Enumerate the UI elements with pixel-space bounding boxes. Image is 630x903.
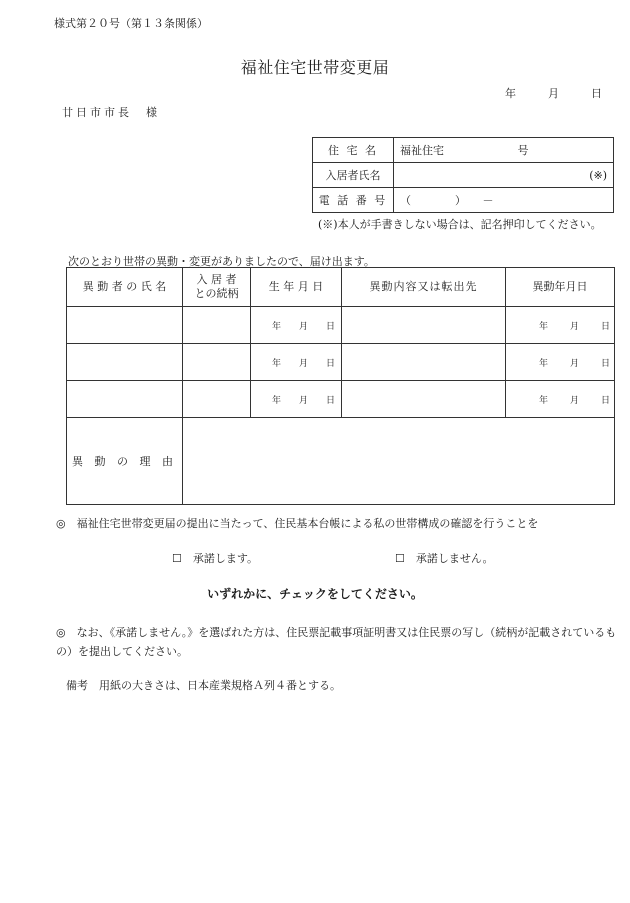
name-cell[interactable] — [67, 344, 183, 381]
table-row — [67, 344, 615, 381]
change-content-cell[interactable] — [342, 344, 506, 381]
year-unit: 年 — [271, 321, 281, 332]
change-content-cell[interactable] — [342, 307, 506, 344]
intro-text: 次のとおり世帯の異動・変更がありましたので、届け出ます。 — [68, 255, 375, 268]
day-unit: 日 — [325, 321, 335, 332]
header-relation — [183, 268, 251, 307]
relation-cell[interactable] — [183, 307, 251, 344]
day-unit: 日 — [325, 358, 335, 369]
phone-label: 電 話 番 号 — [313, 188, 394, 213]
day-unit: 日 — [600, 358, 610, 369]
year-unit: 年 — [538, 395, 548, 406]
change-date-cell[interactable] — [506, 344, 615, 381]
name-cell[interactable] — [67, 381, 183, 418]
housing-number-suffix: 号 — [517, 144, 529, 157]
reason-field[interactable] — [183, 418, 615, 505]
month-unit: 月 — [569, 395, 579, 406]
signature-note: (※)本人が手書きしない場合は、記名押印してください。 — [318, 218, 602, 231]
form-number: 様式第２０号（第１３条関係） — [54, 17, 208, 30]
relation-cell[interactable] — [183, 381, 251, 418]
consent-decline-checkbox[interactable]: ☐ 承諾しません。 — [395, 552, 494, 565]
paper-size-remark: 備考 用紙の大きさは、日本産業規格Ａ列４番とする。 — [66, 679, 341, 692]
day-unit: 日 — [325, 395, 335, 406]
month-unit: 月 — [569, 321, 579, 332]
birthdate-cell[interactable] — [251, 307, 342, 344]
month-unit: 月 — [569, 358, 579, 369]
header-name: 異 動 者 の 氏 名 — [67, 268, 183, 307]
birthdate-cell[interactable] — [251, 344, 342, 381]
consent-statement: ◎ 福祉住宅世帯変更届の提出に当たって、住民基本台帳による私の世帯構成の確認を行うことを — [56, 517, 539, 530]
header-relation-text: 入 居 者 との続柄 — [194, 273, 239, 300]
day-unit: 日 — [600, 321, 610, 332]
housing-name-label: 住 宅 名 — [313, 138, 394, 163]
resident-name-field[interactable] — [394, 163, 614, 188]
form-title: 福祉住宅世帯変更届 — [240, 58, 390, 77]
header-change-date: 異動年月日 — [506, 268, 615, 307]
consent-agree-checkbox[interactable]: ☐ 承諾します。 — [172, 552, 258, 565]
signature-mark: (※) — [589, 168, 607, 182]
addressee: 廿日市市長 様 — [62, 106, 160, 119]
header-birthdate: 生 年 月 日 — [251, 268, 342, 307]
header-change-content: 異動内容又は転出先 — [342, 268, 506, 307]
applicant-info-table — [312, 137, 614, 213]
change-date-cell[interactable] — [506, 307, 615, 344]
change-content-cell[interactable] — [342, 381, 506, 418]
year-unit: 年 — [538, 321, 548, 332]
date-month-unit: 月 — [548, 87, 559, 100]
housing-name-value: 福祉住宅 — [400, 144, 444, 157]
month-unit: 月 — [298, 321, 308, 332]
phone-field[interactable] — [394, 188, 614, 213]
check-instruction: いずれかに、チェックをしてください。 — [207, 587, 423, 601]
housing-name-field[interactable] — [394, 138, 614, 163]
name-cell[interactable] — [67, 307, 183, 344]
change-date-cell[interactable] — [506, 381, 615, 418]
day-unit: 日 — [600, 395, 610, 406]
resident-name-label: 入居者氏名 — [313, 163, 394, 188]
reason-label: 異 動 の 理 由 — [67, 418, 183, 505]
month-unit: 月 — [298, 358, 308, 369]
submission-date — [505, 85, 602, 101]
decline-note: ◎ なお、《承諾しません。》を選ばれた方は、住民票記載事項証明書又は住民票の写し（続柄が記載されているもの）を提出してください。 — [56, 626, 617, 658]
birthdate-cell[interactable] — [251, 381, 342, 418]
table-row — [67, 381, 615, 418]
year-unit: 年 — [538, 358, 548, 369]
table-row — [67, 307, 615, 344]
phone-value: （ ） － — [400, 194, 494, 207]
relation-cell[interactable] — [183, 344, 251, 381]
household-changes-table — [66, 267, 615, 505]
reason-row — [67, 418, 615, 505]
year-unit: 年 — [271, 395, 281, 406]
table-header-row — [67, 268, 615, 307]
date-day-unit: 日 — [591, 87, 602, 100]
date-year-unit: 年 — [505, 87, 516, 100]
year-unit: 年 — [271, 358, 281, 369]
month-unit: 月 — [298, 395, 308, 406]
